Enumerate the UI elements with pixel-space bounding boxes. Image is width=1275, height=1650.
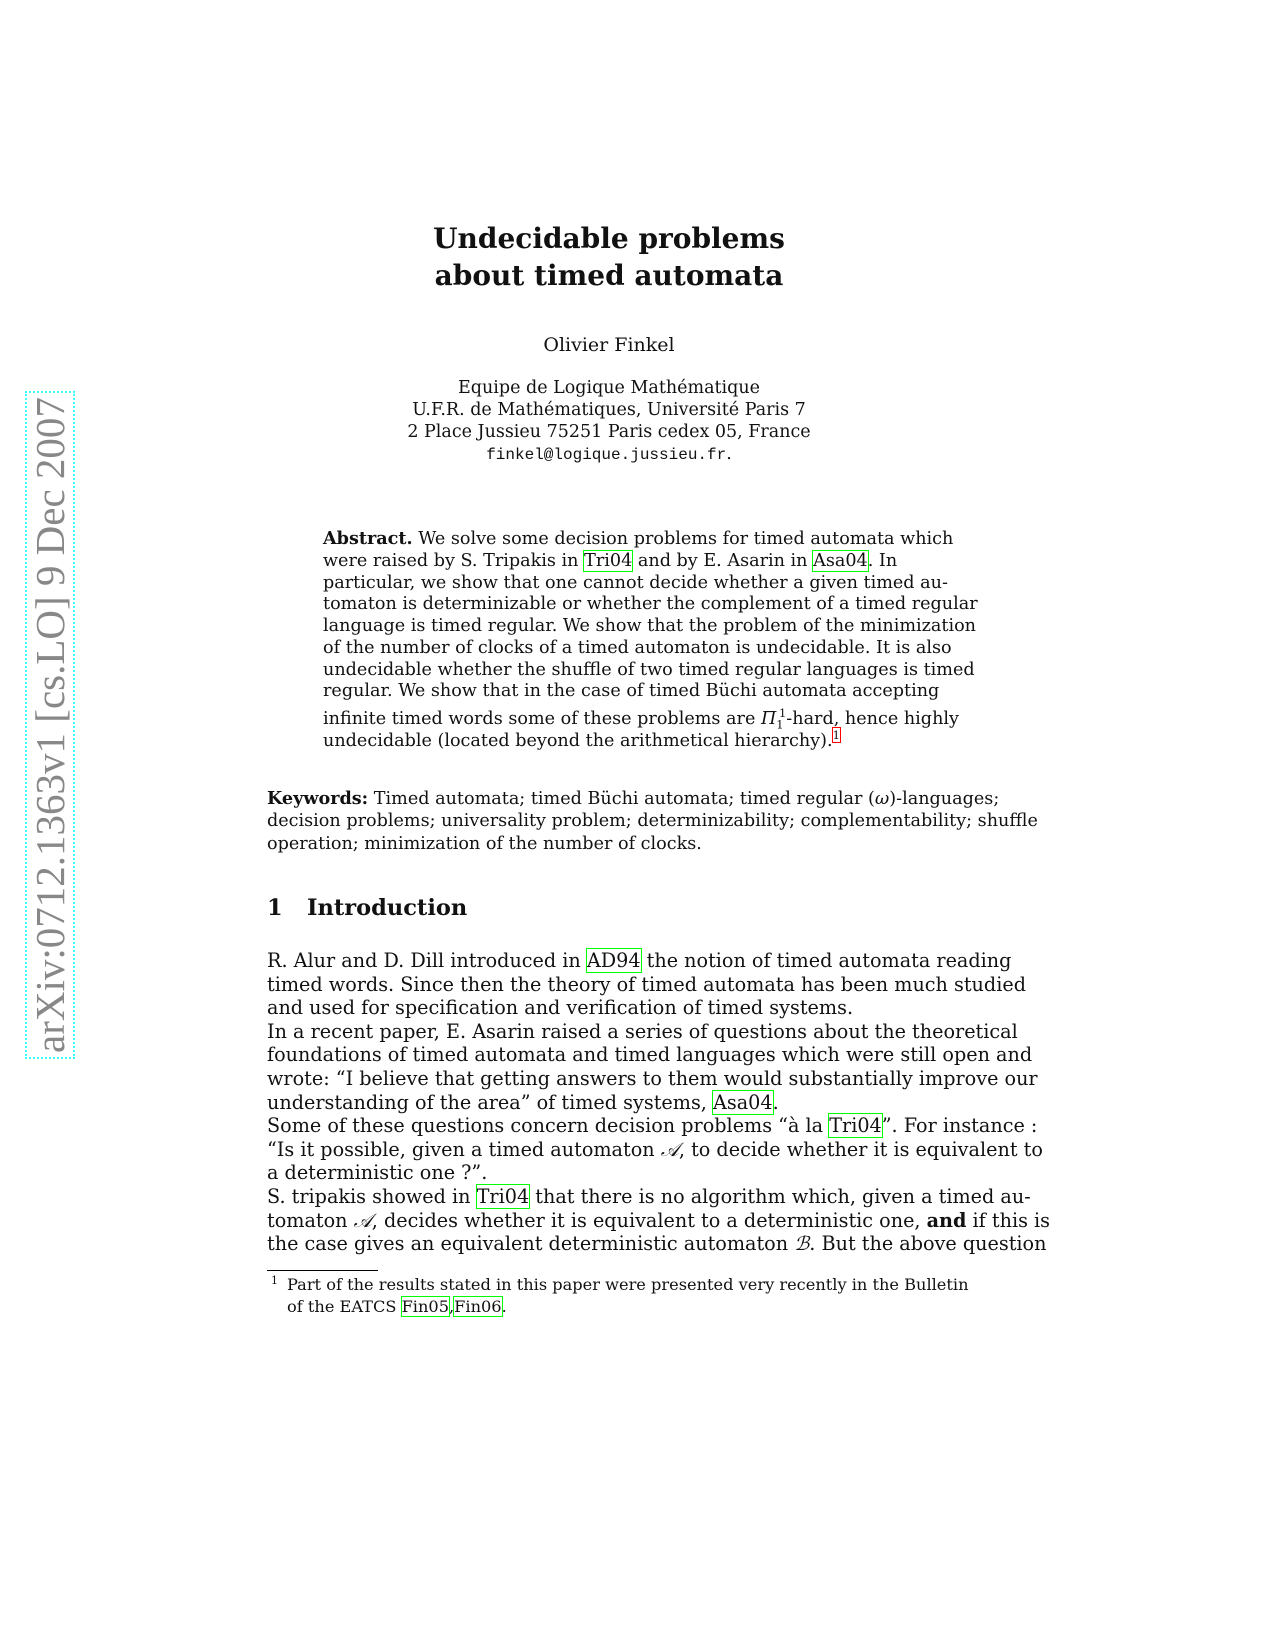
text-line [323,659,975,681]
text-line [267,1208,1051,1233]
text: tomaton [267,1208,354,1232]
text: . [772,1090,779,1114]
math-symbol: ℬ [794,1232,810,1256]
text: were raised by S. Tripakis in [323,550,585,571]
footnote-mark: 1 [271,1274,278,1287]
section-heading [267,895,467,921]
text-line [323,724,896,751]
text: and used for specification and verification of timed systems. [267,996,854,1020]
text-line [323,593,978,615]
text: decision problems; universality problem; determinizability; complementability; shuffle [267,811,1038,831]
text: S. tripakis showed in [267,1185,477,1208]
text: regular. We show that in the case of timed Büchi automata accepting [323,681,940,702]
text-line [267,1161,952,1185]
paper-title [0,220,1218,294]
math-symbol: Π [760,708,777,729]
text: operation; minimization of the number of clocks. [267,834,702,854]
text-line [267,949,1012,973]
math-symbol: 𝒜 [353,1208,372,1232]
text: the case gives an equivalent deterministic automaton [267,1232,795,1256]
text-line [323,572,948,594]
text-line [323,550,896,572]
text: -hard, hence highly [786,708,959,729]
text: Part of the results stated in this paper were presented very recently in the Bulletin [287,1275,969,1294]
section-number: 1 [267,895,283,921]
text: tomaton is determinizable or whether the complement of a timed regular [323,594,978,615]
text: In a recent paper, E. Asarin raised a series of questions about the theoretical [267,1019,1018,1043]
citation-link[interactable]: Tri04 [584,550,633,571]
text-line [267,1232,1047,1256]
text-line [267,996,952,1020]
text: that there is no algorithm which, given a timed au- [529,1185,1031,1208]
citation-link[interactable]: Tri04 [829,1114,882,1138]
text: wrote: “I believe that getting answers to them would substantially improve our [267,1067,1038,1090]
text: undecidable (located beyond the arithmetical hierarchy). [323,730,833,751]
title-line: Undecidable problems [433,222,785,255]
text-line [323,680,940,702]
text: a deterministic one ?”. [267,1161,488,1185]
affiliation-line: 2 Place Jussieu 75251 Paris cedex 05, France [407,422,811,442]
text: , [449,1297,455,1316]
text-line [323,528,954,550]
bold-text: Abstract. [323,528,413,549]
superscript: 1 [779,706,787,720]
footnote-rule [267,1270,378,1271]
text: . But the above question [809,1232,1047,1256]
citation-link[interactable]: Asa04 [713,1090,773,1114]
text: the notion of timed automata reading [640,949,1012,972]
text: particular, we show that one cannot decide whether a given timed au- [323,572,948,593]
text-line [267,1091,952,1115]
citation-link[interactable]: AD94 [586,949,641,972]
text: , to decide whether it is equivalent to [678,1137,1043,1161]
text: “Is it possible, given a timed automaton [267,1137,661,1161]
text: timed words. Since then the theory of timed automata has been much studied [267,972,1026,996]
text-line [267,1114,1038,1138]
title-line: about timed automata [434,259,784,292]
text-line [267,810,1038,833]
text: R. Alur and D. Dill introduced in [267,949,587,972]
text: foundations of timed automata and timed languages which were still open and [267,1043,1033,1067]
arxiv-stamp: arXiv:0712.1363v1 [cs.LO] 9 Dec 2007 [25,391,75,1059]
text-line [267,1043,1033,1067]
text: ”. For instance : [881,1114,1038,1138]
subscript: 1 [776,717,784,732]
text-line [323,702,959,732]
affiliation-line: U.F.R. de Mathématiques, Université Paris 7 [412,400,806,420]
citation-link[interactable]: Tri04 [476,1185,530,1208]
text-line [267,972,1026,997]
text: understanding of the area” of timed systems, [267,1090,713,1114]
affiliation-line: Equipe de Logique Mathématique [458,378,760,398]
text: , decides whether it is equivalent to a deterministic one, [371,1208,927,1232]
citation-link[interactable]: Fin05 [401,1297,450,1316]
text: undecidable whether the shuffle of two timed regular languages is timed [323,659,975,680]
bold-text: Keywords: [267,788,369,809]
text: of the EATCS [287,1297,402,1316]
affiliation [0,377,1218,466]
text: Some of these questions concern decision problems “à la [267,1114,830,1138]
text-line [287,1296,952,1318]
text: . [501,1297,507,1316]
citation-link[interactable]: Fin06 [454,1297,502,1316]
bold-text: and [926,1208,967,1232]
text: of the number of clocks of a timed automaton is undecidable. It is also [323,637,952,658]
math-symbol: 𝒜 [660,1137,679,1161]
citation-link[interactable]: Asa04 [813,550,868,571]
text-line [267,1185,1031,1209]
email-link[interactable]: finkel@logique.jussieu.fr [486,446,727,464]
text: and by E. Asarin in [632,550,814,571]
text-line [323,637,952,659]
text-line [267,1137,1043,1162]
text: We solve some decision problems for timed automata which [412,529,954,549]
footnote-link[interactable]: 1 [832,727,840,742]
text: )-languages; [889,789,1000,809]
text: Timed automata; timed Büchi automata; timed regular ( [368,789,875,809]
text: . In [867,550,898,571]
text-line [267,1019,1018,1044]
section-title: Introduction [307,895,468,921]
text: language is timed regular. We show that the problem of the minimization [323,616,977,636]
text-line [267,787,1000,810]
text-line [267,1067,1038,1091]
text-line [323,615,977,637]
math-symbol: ω [874,789,890,809]
text-line [267,833,952,856]
text: infinite timed words some of these problems are [323,708,761,729]
text-line [287,1274,969,1296]
text: if this is [966,1208,1051,1232]
author: Olivier Finkel [543,334,675,356]
email-suffix: . [726,444,732,464]
